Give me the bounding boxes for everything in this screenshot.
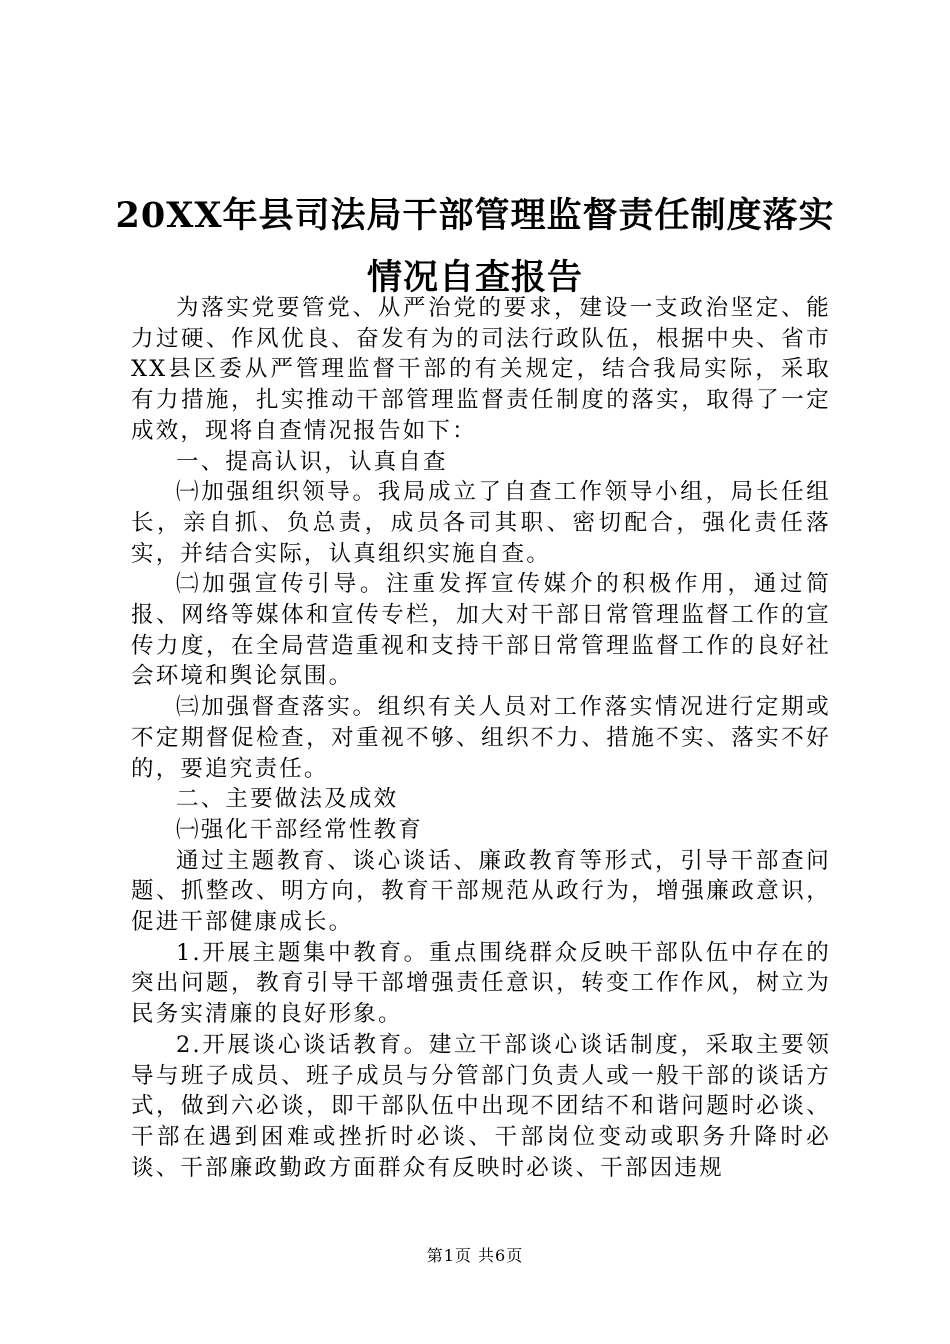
paragraph: 通过主题教育、谈心谈话、廉政教育等形式，引导干部查问题、抓整改、明方向，教育干部规范从政行为，增强廉政意识，促进干部健康成长。	[131, 847, 831, 936]
document-title-line2: 情况自查报告	[366, 257, 583, 298]
document-body	[131, 293, 831, 1183]
subsection-heading: ㈠强化干部经常性教育	[176, 816, 424, 843]
paragraph: ㈡加强宣传引导。注重发挥宣传媒介的积极作用，通过简报、网络等媒体和宣传专栏，加大对干部日常管理监督工作的宣传力度，在全局营造重视和支持干部日常管理监督工作的良好社会环境和舆论氛围。	[131, 571, 831, 690]
paragraph: ㈢加强督查落实。组织有关人员对工作落实情况进行定期或不定期督促检查，对重视不够、组织不力、措施不实、落实不好的，要追究责任。	[131, 694, 831, 782]
paragraph: 2.开展谈心谈话教育。建立干部谈心谈话制度，采取主要领导与班子成员、班子成员与分管部门负责人或一般干部的谈话方式，做到六必谈，即干部队伍中出现不团结不和谐问题时必谈、干部在遇到困难或挫折时必谈、干部岗位变动或职务升降时必谈、干部廉政勤政方面群众有反映时必谈、干部因违规	[131, 1031, 831, 1181]
paragraph-intro: 为落实党要管党、从严治党的要求，建设一支政治坚定、能力过硬、作风优良、奋发有为的司法行政队伍，根据中央、省市XX县区委从严管理监督干部的有关规定，结合我局实际，采取有力措施，扎实推动干部管理监督责任制度的落实，取得了一定成效，现将自查情况报告如下：	[131, 295, 831, 444]
paragraph: ㈠加强组织领导。我局成立了自查工作领导小组，局长任组长，亲自抓、负总责，成员各司其职、密切配合，强化责任落实，并结合实际，认真组织实施自查。	[131, 479, 831, 567]
page-footer: 第1页 共6页	[426, 1246, 524, 1265]
document-title-line1: 20XX年县司法局干部管理监督责任制度落实	[115, 195, 835, 236]
section-heading-1: 一、提高认识，认真自查	[176, 448, 448, 475]
paragraph: 1.开展主题集中教育。重点围绕群众反映干部队伍中存在的突出问题，教育引导干部增强责任意识，转变工作作风，树立为民务实清廉的良好形象。	[131, 939, 831, 1028]
section-heading-2: 二、主要做法及成效	[176, 786, 399, 813]
